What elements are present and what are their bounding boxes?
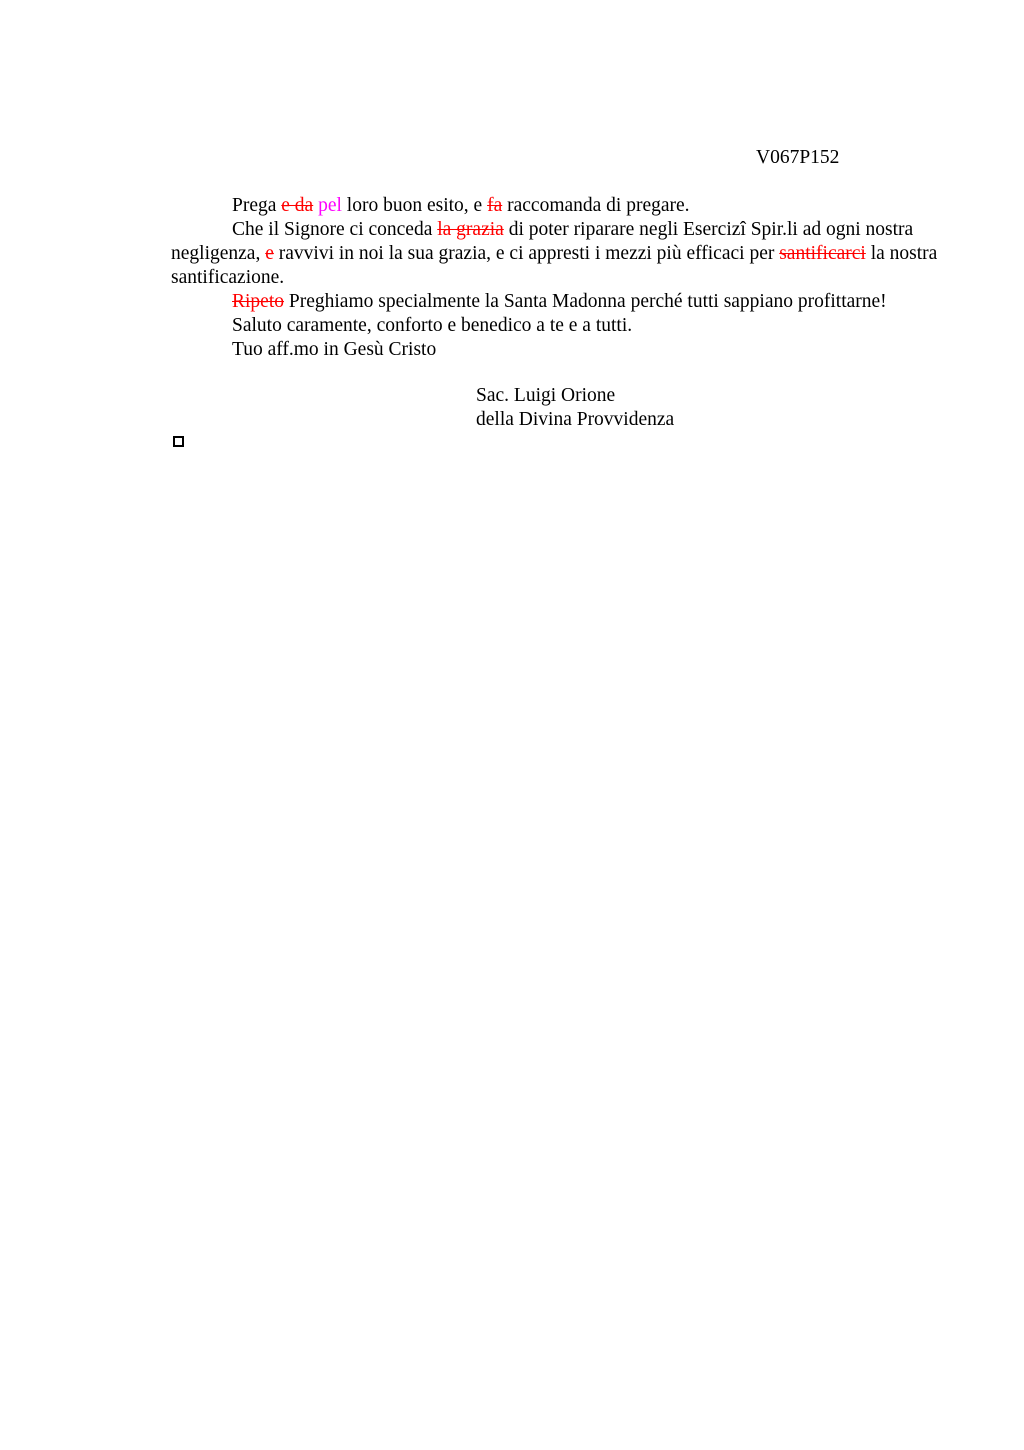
inserted-text: pel <box>318 195 342 216</box>
deleted-text: la grazia <box>437 219 504 240</box>
deleted-text: fa <box>487 195 503 216</box>
square-outline-icon <box>173 436 184 447</box>
paragraph-3 <box>171 290 941 314</box>
paragraph-1 <box>171 194 941 218</box>
text-segment: Tuo aff.mo in Gesù Cristo <box>232 339 437 360</box>
text-segment: ravvivi in noi la sua grazia, e ci appresti i mezzi più efficaci per <box>273 243 780 264</box>
paragraph-4 <box>171 314 941 338</box>
text-segment: Spir.li ad ogni nostra negligenza, <box>171 219 914 264</box>
signature-name: Sac. Luigi Orione <box>476 385 616 406</box>
deleted-text: e <box>265 243 274 264</box>
deleted-text: santificarci <box>779 243 866 264</box>
paragraph-5 <box>171 338 941 362</box>
signature-block <box>476 384 674 432</box>
deleted-text: Ripeto <box>232 291 284 312</box>
deleted-text: e da <box>281 195 314 216</box>
signature-title: della Divina Provvidenza <box>476 409 675 430</box>
text-segment: raccomanda di pregare. <box>502 195 690 216</box>
text-segment: Saluto caramente, conforto e benedico a te e a tutti. <box>232 315 633 336</box>
paragraph-2 <box>171 218 941 290</box>
text-segment: loro buon esito, e <box>341 195 488 216</box>
text-segment: Che il Signore ci conceda <box>232 219 438 240</box>
text-segment: la nostra santificazione. <box>171 243 938 288</box>
text-segment: di poter riparare negli Esercizî <box>503 219 746 240</box>
page-id: V067P152 <box>756 147 840 168</box>
letter-body <box>171 194 941 362</box>
text-segment: Prega <box>232 195 282 216</box>
text-segment: Preghiamo specialmente la Santa Madonna perché tutti sappiano profittarne! <box>284 291 887 312</box>
